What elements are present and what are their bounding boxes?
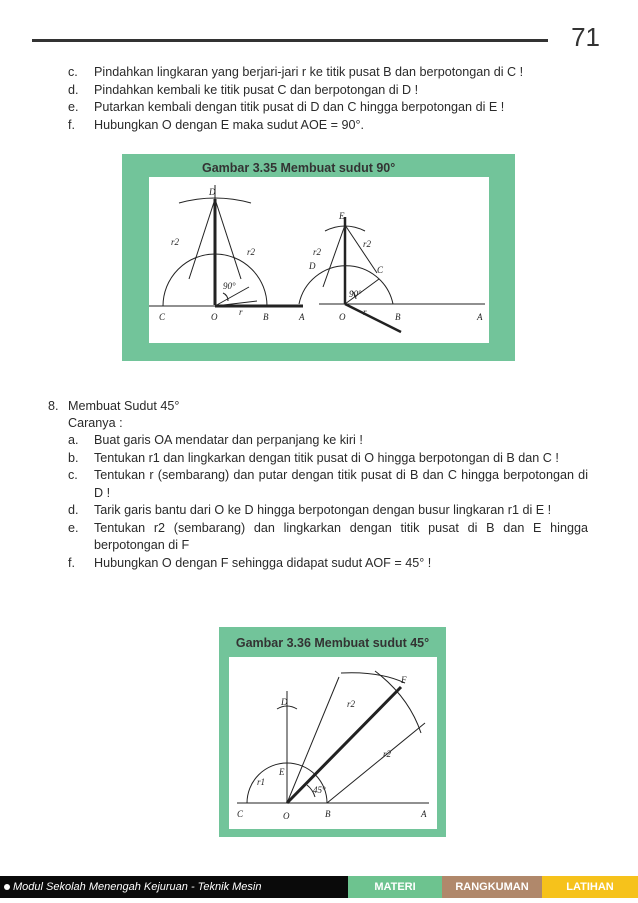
module-title: Modul Sekolah Menengah Kejuruan - Teknik Mesin: [13, 881, 262, 893]
label-f: F: [401, 675, 407, 685]
bullet-icon: [4, 884, 10, 890]
label-a: A: [477, 312, 483, 322]
label-r2: r2: [363, 239, 372, 249]
section-title: Membuat Sudut 45°: [68, 399, 180, 413]
label-e: E: [339, 211, 345, 221]
label-a: A: [299, 312, 305, 322]
item-number: 8.: [48, 399, 59, 413]
list-item: [68, 82, 598, 100]
item-label: b.: [68, 450, 79, 465]
footer-bar: [0, 876, 638, 898]
label-r2: r2: [171, 237, 180, 247]
label-o: O: [283, 811, 290, 821]
label-c: C: [377, 265, 384, 275]
item-label: a.: [68, 433, 79, 447]
label-b: B: [395, 312, 401, 322]
label-r: r: [239, 307, 243, 317]
tab-latihan[interactable]: LATIHAN: [542, 876, 638, 898]
item-label: d.: [68, 503, 79, 517]
item-label: d.: [68, 82, 79, 97]
label-b: B: [325, 809, 331, 819]
item-label: c.: [68, 468, 78, 482]
label-r2: r2: [313, 247, 322, 257]
list-item: [68, 64, 598, 82]
figure-45-degree: [219, 627, 446, 837]
list-item: [68, 555, 588, 573]
label-90: 90°: [349, 289, 362, 299]
list-item: [68, 502, 588, 520]
label-90: 90°: [223, 281, 236, 291]
label-e: E: [279, 767, 285, 777]
construction-drawing: [149, 177, 489, 343]
construction-drawing: [229, 657, 437, 829]
item-label: c.: [68, 65, 78, 79]
item-text: Tentukan r (sembarang) dan putar dengan titik pusat di B dan C hingga berpotongan di D !: [94, 468, 588, 500]
header-rule: [32, 39, 548, 42]
item-text: Putarkan kembali dengan titik pusat di D dan C hingga berpotongan di E !: [94, 100, 505, 114]
label-d: D: [309, 261, 316, 271]
label-o: O: [211, 312, 218, 322]
label-r2: r2: [383, 749, 392, 759]
list-item: [68, 117, 598, 135]
label-r: r: [363, 307, 367, 317]
item-text: Buat garis OA mendatar dan perpanjang ke kiri !: [94, 433, 363, 447]
label-c: C: [237, 809, 244, 819]
list-item: [68, 99, 598, 117]
list-item: [68, 520, 588, 555]
label-d: D: [281, 697, 288, 707]
list-item: [68, 467, 588, 502]
list-item: [68, 432, 588, 450]
figure-90-degree: [122, 154, 515, 361]
steps-intro: Caranya :: [68, 416, 123, 430]
page-number: 71: [571, 22, 600, 52]
figure-caption: Gambar 3.35 Membuat sudut 90°: [202, 161, 396, 175]
label-a: A: [421, 809, 427, 819]
figure-caption: Gambar 3.36 Membuat sudut 45°: [235, 636, 430, 650]
label-r2: r2: [247, 247, 256, 257]
label-r1: r1: [257, 777, 266, 787]
steps-list-90: [68, 64, 598, 134]
item-text: Tarik garis bantu dari O ke D hingga berpotongan dengan busur lingkaran r1 di E !: [94, 503, 552, 517]
label-d: D: [209, 187, 216, 197]
tab-rangkuman[interactable]: RANGKUMAN: [442, 876, 542, 898]
item-label: f.: [68, 555, 75, 570]
module-title-bar: [0, 876, 348, 898]
item-label: e.: [68, 100, 79, 114]
item-label: e.: [68, 520, 79, 535]
item-text: Hubungkan O dengan F sehingga didapat sudut AOF = 45° !: [94, 555, 432, 570]
steps-list-45: [68, 432, 588, 572]
item-text: Pindahkan kembali ke titik pusat C dan berpotongan di D !: [94, 82, 419, 97]
item-text: Pindahkan lingkaran yang berjari-jari r ke titik pusat B dan berpotongan di C !: [94, 65, 524, 79]
tab-materi[interactable]: MATERI: [348, 876, 442, 898]
item-text: Hubungkan O dengan E maka sudut AOE = 90°.: [94, 117, 365, 132]
label-45: 45°: [313, 785, 326, 795]
item-label: f.: [68, 117, 75, 132]
label-b: B: [263, 312, 269, 322]
item-text: Tentukan r2 (sembarang) dan lingkarkan dengan titik pusat di B dan E hingga berpotongan di F: [94, 520, 588, 552]
list-item: [68, 450, 588, 468]
item-text: Tentukan r1 dan lingkarkan dengan titik pusat di O hingga berpotongan di B dan C !: [94, 450, 559, 465]
label-r2: r2: [347, 699, 356, 709]
label-o: O: [339, 312, 346, 322]
label-c: C: [159, 312, 166, 322]
